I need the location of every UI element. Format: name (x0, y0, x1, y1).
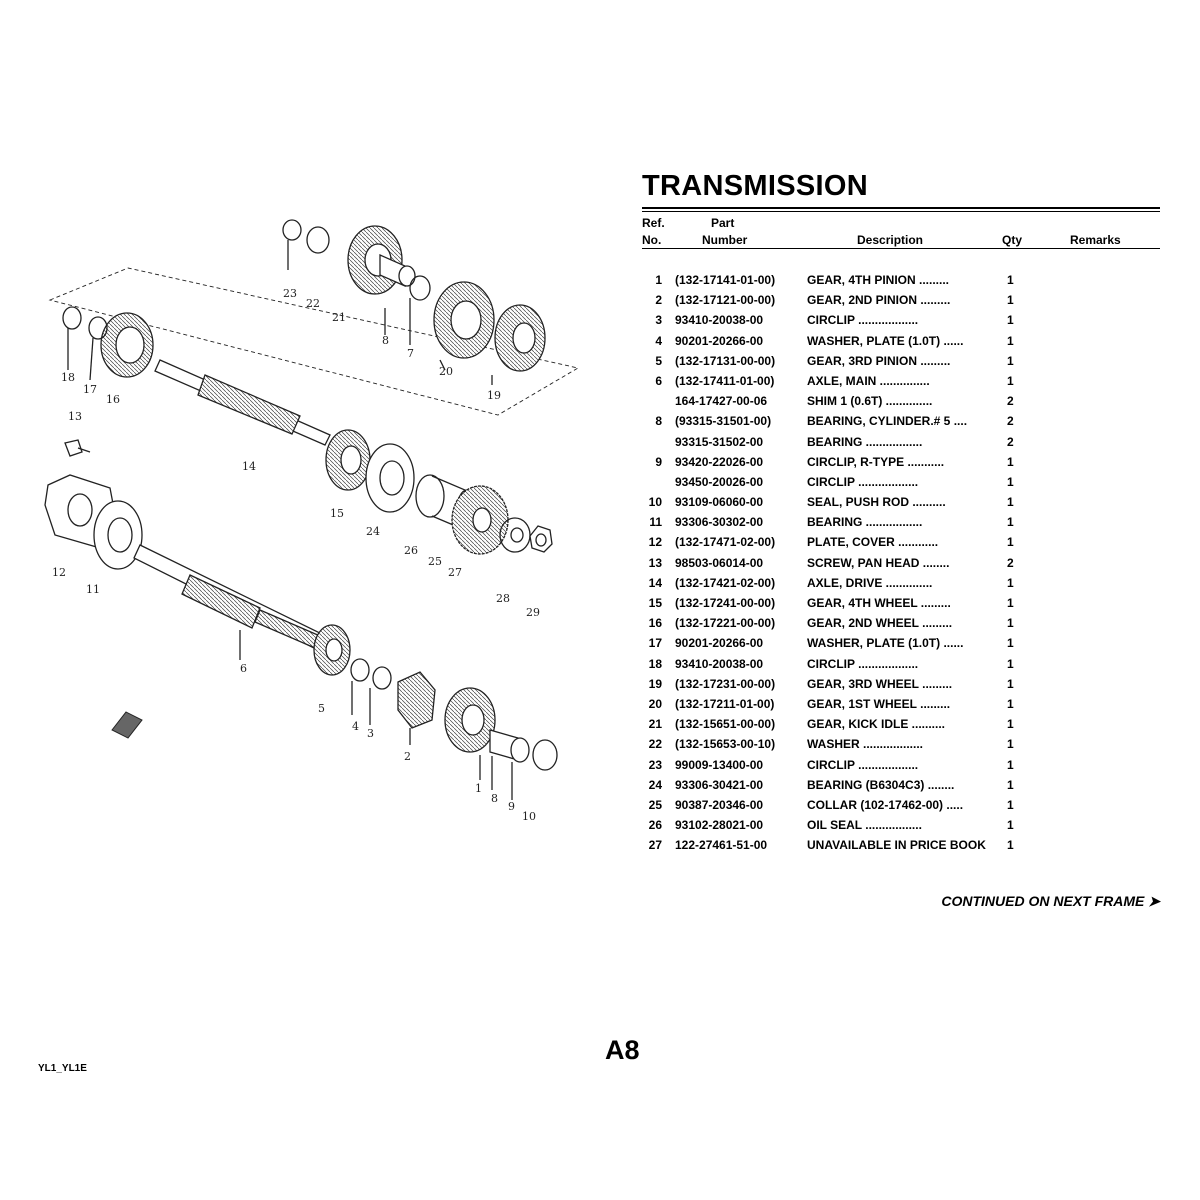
table-row (642, 815, 1160, 835)
callout: 27 (448, 566, 462, 579)
description-cell: GEAR, 4TH PINION ......... (807, 273, 950, 287)
description-cell: OIL SEAL ................. (807, 818, 922, 833)
callout: 9 (508, 800, 515, 813)
part-cell: 99009-13400-00 (675, 757, 764, 772)
callout: 25 (428, 555, 442, 568)
ref-cell: 19 (648, 676, 662, 691)
description-cell: GEAR, 2ND PINION ......... (807, 293, 951, 308)
qty-cell: 1 (1007, 777, 1014, 792)
ref-cell: 3 (655, 313, 662, 328)
header-ref-top: Ref. (642, 216, 665, 230)
header-ref-bottom: No. (642, 233, 662, 247)
description-cell: PLATE, COVER ............ (807, 535, 939, 550)
ref-cell: 13 (648, 555, 662, 570)
qty-cell: 1 (1007, 535, 1014, 550)
table-row (642, 492, 1160, 512)
part-cell: 98503-06014-00 (675, 555, 764, 570)
qty-cell: 1 (1007, 333, 1014, 348)
part-cell: 93102-28021-00 (675, 818, 764, 833)
description-cell: CIRCLIP, R-TYPE ........... (807, 454, 945, 469)
description-cell: SEAL, PUSH ROD .......... (807, 495, 946, 510)
ref-cell: 20 (648, 696, 662, 711)
ref-cell: 2 (655, 293, 662, 308)
description-cell: CIRCLIP .................. (807, 656, 919, 671)
callout: 23 (283, 287, 297, 300)
ref-cell: 8 (655, 414, 662, 429)
table-row (642, 512, 1160, 532)
table-row (642, 452, 1160, 472)
description-cell: BEARING (B6304C3) ........ (807, 777, 955, 792)
table-row (642, 411, 1160, 431)
callout: 1 (475, 782, 482, 795)
qty-cell: 1 (1007, 474, 1014, 489)
table-row (642, 654, 1160, 674)
part-cell: 93306-30421-00 (675, 777, 764, 792)
ref-cell: 1 (655, 273, 662, 287)
qty-cell: 1 (1007, 757, 1014, 772)
table-row (642, 532, 1160, 552)
callout: 12 (52, 566, 66, 579)
header-part-bottom: Number (702, 233, 748, 247)
table-row (642, 633, 1160, 653)
description-cell: GEAR, 4TH WHEEL ......... (807, 596, 951, 610)
qty-cell: 1 (1007, 676, 1014, 691)
title-rule-thin (642, 211, 1160, 212)
ref-cell: 17 (648, 636, 662, 651)
ref-cell: 27 (648, 838, 662, 853)
part-cell: (132-17141-01-00) (675, 273, 776, 287)
qty-cell: 2 (1007, 434, 1014, 449)
callout: 29 (526, 606, 540, 619)
callout: 10 (522, 810, 536, 823)
table-row (642, 835, 1160, 855)
part-cell: 93410-20038-00 (675, 656, 764, 671)
table-row (642, 331, 1160, 351)
callout: 15 (330, 507, 344, 520)
page-number: A8 (605, 1035, 640, 1065)
table-row (642, 391, 1160, 411)
ref-cell: 4 (655, 333, 662, 348)
description-cell: WASHER, PLATE (1.0T) ...... (807, 333, 964, 348)
part-cell: (132-17211-01-00) (675, 696, 775, 711)
qty-cell: 1 (1007, 838, 1014, 853)
part-cell: (132-17121-00-00) (675, 293, 776, 308)
qty-cell: 1 (1007, 495, 1014, 510)
table-row (642, 371, 1160, 391)
table-row (642, 775, 1160, 795)
description-cell: BEARING ................. (807, 434, 923, 449)
table-row (642, 755, 1160, 775)
table-row (642, 310, 1160, 330)
description-cell: COLLAR (102-17462-00) ..... (807, 797, 964, 812)
qty-cell: 1 (1007, 737, 1014, 752)
part-cell: (132-17411-01-00) (675, 373, 775, 388)
qty-cell: 1 (1007, 797, 1014, 812)
callout: 8 (382, 334, 389, 347)
header-qty: Qty (1002, 233, 1023, 247)
description-cell: GEAR, 3RD WHEEL ......... (807, 676, 953, 691)
qty-cell: 1 (1007, 454, 1014, 469)
description-cell: CIRCLIP .................. (807, 313, 919, 328)
qty-cell: 1 (1007, 373, 1014, 388)
description-cell: GEAR, 2ND WHEEL ......... (807, 616, 953, 631)
description-cell: UNAVAILABLE IN PRICE BOOK (807, 838, 986, 853)
table-row (642, 472, 1160, 492)
parts-table (642, 270, 1160, 855)
description-cell: AXLE, MAIN ............... (807, 373, 930, 388)
ref-cell: 5 (655, 353, 662, 368)
table-row (642, 795, 1160, 815)
ref-cell: 15 (648, 596, 662, 610)
callout: 21 (332, 311, 346, 324)
qty-cell: 1 (1007, 636, 1014, 651)
description-cell: CIRCLIP .................. (807, 474, 919, 489)
callout: 26 (404, 544, 418, 557)
part-cell: (132-17421-02-00) (675, 575, 776, 590)
qty-cell: 1 (1007, 293, 1014, 308)
table-row (642, 270, 1160, 290)
table-row (642, 351, 1160, 371)
header-remarks: Remarks (1070, 233, 1121, 247)
ref-cell: 26 (648, 818, 662, 833)
description-cell: SCREW, PAN HEAD ........ (807, 555, 950, 570)
description-cell: SHIM 1 (0.6T) .............. (807, 394, 933, 409)
ref-cell: 16 (648, 616, 662, 631)
part-cell: (132-15651-00-00) (675, 717, 776, 732)
callout: 4 (352, 720, 359, 733)
ref-cell: 25 (648, 797, 662, 812)
continued-link[interactable]: CONTINUED ON NEXT FRAME ➤ (941, 893, 1160, 909)
ref-cell: 6 (655, 373, 662, 388)
model-code: YL1_YL1E (38, 1063, 87, 1074)
part-cell: 90201-20266-00 (675, 333, 764, 348)
table-row (642, 593, 1160, 613)
header-part-top: Part (711, 216, 735, 230)
qty-cell: 2 (1007, 414, 1014, 429)
qty-cell: 1 (1007, 717, 1014, 732)
ref-cell: 11 (649, 515, 662, 530)
callout: 13 (68, 410, 82, 423)
page-title: TRANSMISSION (642, 170, 868, 202)
callout: 22 (306, 297, 320, 310)
part-cell: (132-17231-00-00) (675, 676, 776, 691)
part-cell: 164-17427-00-06 (675, 394, 768, 409)
description-cell: WASHER .................. (807, 737, 924, 752)
qty-cell: 1 (1007, 353, 1014, 368)
part-cell: 93315-31502-00 (675, 434, 764, 449)
table-row (642, 573, 1160, 593)
callout: 20 (439, 365, 453, 378)
description-cell: GEAR, KICK IDLE .......... (807, 717, 946, 732)
part-cell: (132-17131-00-00) (675, 353, 776, 368)
ref-cell: 18 (648, 656, 662, 671)
part-cell: (132-17241-00-00) (675, 596, 776, 610)
ref-cell: 14 (648, 575, 662, 590)
table-row (642, 553, 1160, 573)
callout: 7 (407, 347, 414, 360)
description-cell: BEARING ................. (807, 515, 923, 530)
table-row (642, 613, 1160, 633)
part-cell: 93306-30302-00 (675, 515, 764, 530)
part-cell: 122-27461-51-00 (675, 838, 768, 853)
callout: 2 (404, 750, 411, 763)
callout: 8 (491, 792, 498, 805)
callout: 17 (83, 383, 97, 396)
qty-cell: 1 (1007, 575, 1014, 590)
part-cell: 90387-20346-00 (675, 797, 764, 812)
part-cell: 90201-20266-00 (675, 636, 764, 651)
callout: 19 (487, 389, 501, 402)
part-cell: 93420-22026-00 (675, 454, 764, 469)
table-row (642, 290, 1160, 310)
description-cell: GEAR, 1ST WHEEL ......... (807, 696, 951, 711)
qty-cell: 1 (1007, 818, 1014, 833)
callout: 11 (86, 583, 100, 596)
table-row (642, 694, 1160, 714)
part-cell: 93450-20026-00 (675, 474, 764, 489)
header-rule (642, 248, 1160, 249)
ref-cell: 9 (655, 454, 662, 469)
description-cell: BEARING, CYLINDER.# 5 .... (807, 414, 968, 429)
part-cell: (132-15653-00-10) (675, 737, 776, 752)
part-cell: 93410-20038-00 (675, 313, 764, 328)
qty-cell: 1 (1007, 616, 1014, 631)
qty-cell: 1 (1007, 515, 1014, 530)
callout: 28 (496, 592, 510, 605)
qty-cell: 1 (1007, 596, 1014, 610)
callout: 5 (318, 702, 325, 715)
qty-cell: 1 (1007, 273, 1014, 287)
part-cell: (132-17221-00-00) (675, 616, 776, 631)
title-rule (642, 207, 1160, 209)
ref-cell: 22 (648, 737, 662, 752)
callout: 18 (61, 371, 75, 384)
table-row (642, 432, 1160, 452)
callout: 6 (240, 662, 247, 675)
callout: 24 (366, 525, 380, 538)
qty-cell: 2 (1007, 394, 1014, 409)
ref-cell: 21 (648, 717, 662, 732)
description-cell: GEAR, 3RD PINION ......... (807, 353, 951, 368)
callout: 14 (242, 460, 256, 473)
qty-cell: 2 (1007, 555, 1014, 570)
header-description: Description (857, 233, 924, 247)
table-row (642, 714, 1160, 734)
qty-cell: 1 (1007, 696, 1014, 711)
part-cell: (132-17471-02-00) (675, 535, 776, 550)
ref-cell: 24 (648, 777, 662, 792)
callout: 16 (106, 393, 120, 406)
ref-cell: 23 (648, 757, 662, 772)
description-cell: AXLE, DRIVE .............. (807, 575, 933, 590)
qty-cell: 1 (1007, 656, 1014, 671)
part-cell: 93109-06060-00 (675, 495, 764, 510)
exploded-parts-diagram (30, 200, 610, 850)
ref-cell: 10 (648, 495, 662, 510)
description-cell: CIRCLIP .................. (807, 757, 919, 772)
description-cell: WASHER, PLATE (1.0T) ...... (807, 636, 964, 651)
table-row (642, 674, 1160, 694)
part-cell: (93315-31501-00) (675, 414, 772, 429)
callout: 3 (367, 727, 374, 740)
ref-cell: 12 (648, 535, 662, 550)
table-row (642, 734, 1160, 754)
qty-cell: 1 (1007, 313, 1014, 328)
